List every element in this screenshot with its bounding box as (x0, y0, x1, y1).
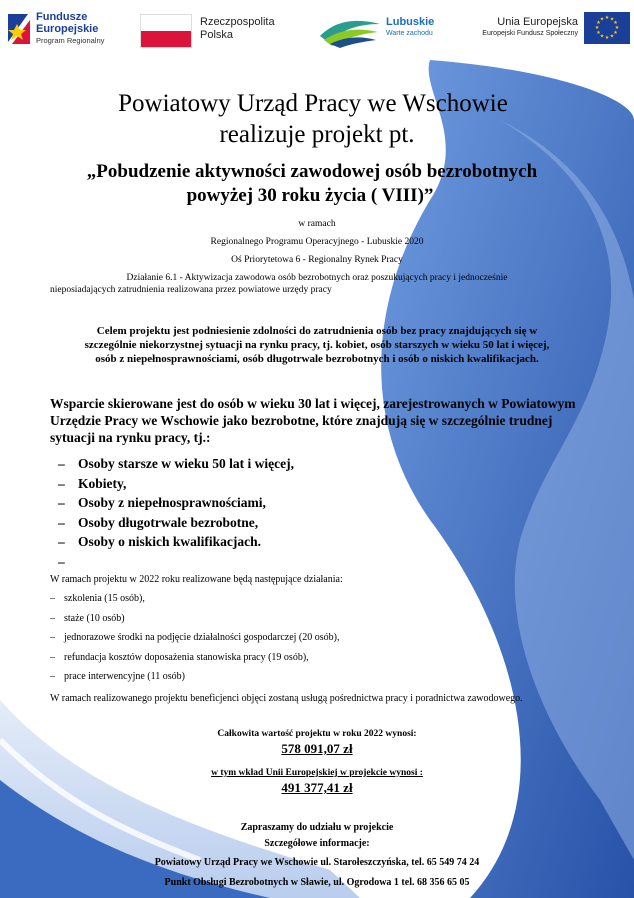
lubuskie-wave-icon (318, 10, 382, 48)
svg-text:★: ★ (599, 33, 605, 40)
heading-line1: Powiatowy Urząd Pracy we Wschowie (118, 90, 508, 117)
lub-line2: Warte zachodu (386, 30, 433, 37)
details-heading: Szczegółowe informacje: (264, 838, 370, 849)
total-value-label: Całkowita wartość projektu w roku 2022 wynosi: (217, 729, 417, 739)
eu-contribution-label: w tym wkład Unii Europejskiej w projekcie wynosi : (211, 768, 423, 778)
office-address: Powiatowy Urząd Pracy we Wschowie ul. Starołeszczyńska, tel. 65 549 74 24 (154, 857, 480, 868)
ue-line2: Europejski Fundusz Społeczny (482, 30, 578, 37)
eu-contribution-amount: 491 377,41 zł (281, 780, 353, 795)
list-item: – szkolenia (15 osób), (64, 592, 564, 612)
svg-text:★: ★ (599, 16, 605, 23)
svg-text:★: ★ (614, 25, 620, 31)
goal-line2: szczególnie niekorzystnej sytuacji na rynku pracy, tj. kobiet, osób starszych w wieku 50 lat i więcej, (84, 339, 550, 351)
svg-text:★: ★ (613, 30, 618, 36)
ue-line1: Unia Europejska (497, 16, 578, 28)
list-item: – refundacja kosztów doposażenia stanowiska pracy (19 osób), (64, 651, 564, 671)
total-value-amount: 578 091,07 zł (281, 741, 353, 756)
rp-line1: Rzeczpospolita (200, 16, 275, 28)
svg-text:★: ★ (604, 35, 610, 41)
measure-line2: nieposiadających zatrudnienia realizowana przez powiatowe urzędy pracy (50, 285, 332, 295)
list-item: – Osoby z niepełnosprawnościami, (78, 494, 578, 514)
fe-line2: Europejskie (36, 23, 99, 35)
svg-text:★: ★ (604, 15, 610, 21)
list-item: – Osoby starsze w wieku 50 lat i więcej, (78, 455, 578, 475)
branch-address: Punkt Obsługi Bezrobotnych w Sławie, ul. Ogrodowa 1 tel. 68 356 65 05 (164, 877, 470, 888)
project-title-line2: powyżej 30 roku życia ( VIII)” (186, 185, 434, 206)
eu-flag-icon (584, 12, 630, 44)
w-ramach-text: w ramach (298, 219, 336, 229)
priority-axis-text: Oś Priorytetowa 6 - Regionalny Rynek Pracy (231, 255, 403, 265)
fe-star-icon (6, 10, 34, 48)
actions-list (64, 592, 564, 690)
list-item: – prace interwencyjne (11 osób) (64, 670, 564, 690)
support-line2: Urzędzie Pracy we Wschowie jako bezrobotne, które znajdują się w szczególnie trudnej (50, 413, 553, 428)
goal-line1: Celem projektu jest podniesienie zdolności do zatrudnienia osób bez pracy znajdujących się w (96, 325, 538, 337)
list-item: – jednorazowe środki na podjęcie działalności gospodarczej (20 osób), (64, 631, 564, 651)
svg-text:★: ★ (596, 30, 601, 36)
lub-line1: Lubuskie (386, 16, 435, 28)
fundusze-europejskie-logo (6, 10, 126, 48)
list-item: – Kobiety, (78, 475, 578, 495)
actions-intro: W ramach projektu w 2022 roku realizowane będą następujące działania: (50, 574, 343, 585)
rzeczpospolita-polska-logo (140, 10, 290, 48)
svg-text:★: ★ (613, 20, 618, 26)
project-title-line1: „Pobudzenie aktywności zawodowej osób bezrobotnych (86, 161, 538, 182)
actions-outro: W ramach realizowanego projektu beneficjenci objęci zostaną usługą pośrednictwa pracy i poradnictwa zawodowego. (50, 693, 523, 704)
svg-text:★: ★ (609, 33, 615, 40)
measure-line1: Działanie 6.1 - Aktywizacja zawodowa osób bezrobotnych oraz poszukujących pracy i jednocześnie (126, 273, 508, 283)
list-item: – staże (10 osób) (64, 612, 564, 632)
svg-text:★: ★ (596, 20, 601, 26)
fe-line3: Program Regionalny (36, 36, 105, 45)
support-line3: sytuacji na rynku pracy, tj.: (50, 430, 211, 445)
list-item (78, 553, 578, 573)
rp-line2: Polska (200, 29, 234, 41)
unia-europejska-logo (466, 10, 632, 48)
svg-text:★: ★ (609, 16, 615, 23)
fe-line1: Fundusze (36, 11, 88, 23)
rpo-text: Regionalnego Programu Operacyjnego - Lubuskie 2020 (210, 237, 424, 247)
svg-text:★: ★ (594, 25, 600, 31)
support-line1: Wsparcie skierowane jest do osób w wieku 30 lat i więcej, zarejestrowanych w Powiatowym (50, 396, 576, 411)
target-groups-list (78, 455, 578, 572)
invitation-text: Zapraszamy do udziału w projekcie (240, 822, 394, 833)
logo-bar (0, 0, 634, 58)
lubuskie-logo (318, 10, 448, 48)
goal-line3: osób z niepełnosprawnościami, osób długotrwale bezrobotnych i osób o niskich kwalifikacjach. (95, 353, 539, 365)
polish-flag-icon (140, 14, 192, 48)
list-item: – Osoby długotrwale bezrobotne, (78, 514, 578, 534)
heading-line2: realizuje projekt pt. (219, 121, 415, 148)
list-item: – Osoby o niskich kwalifikacjach. (78, 533, 578, 553)
